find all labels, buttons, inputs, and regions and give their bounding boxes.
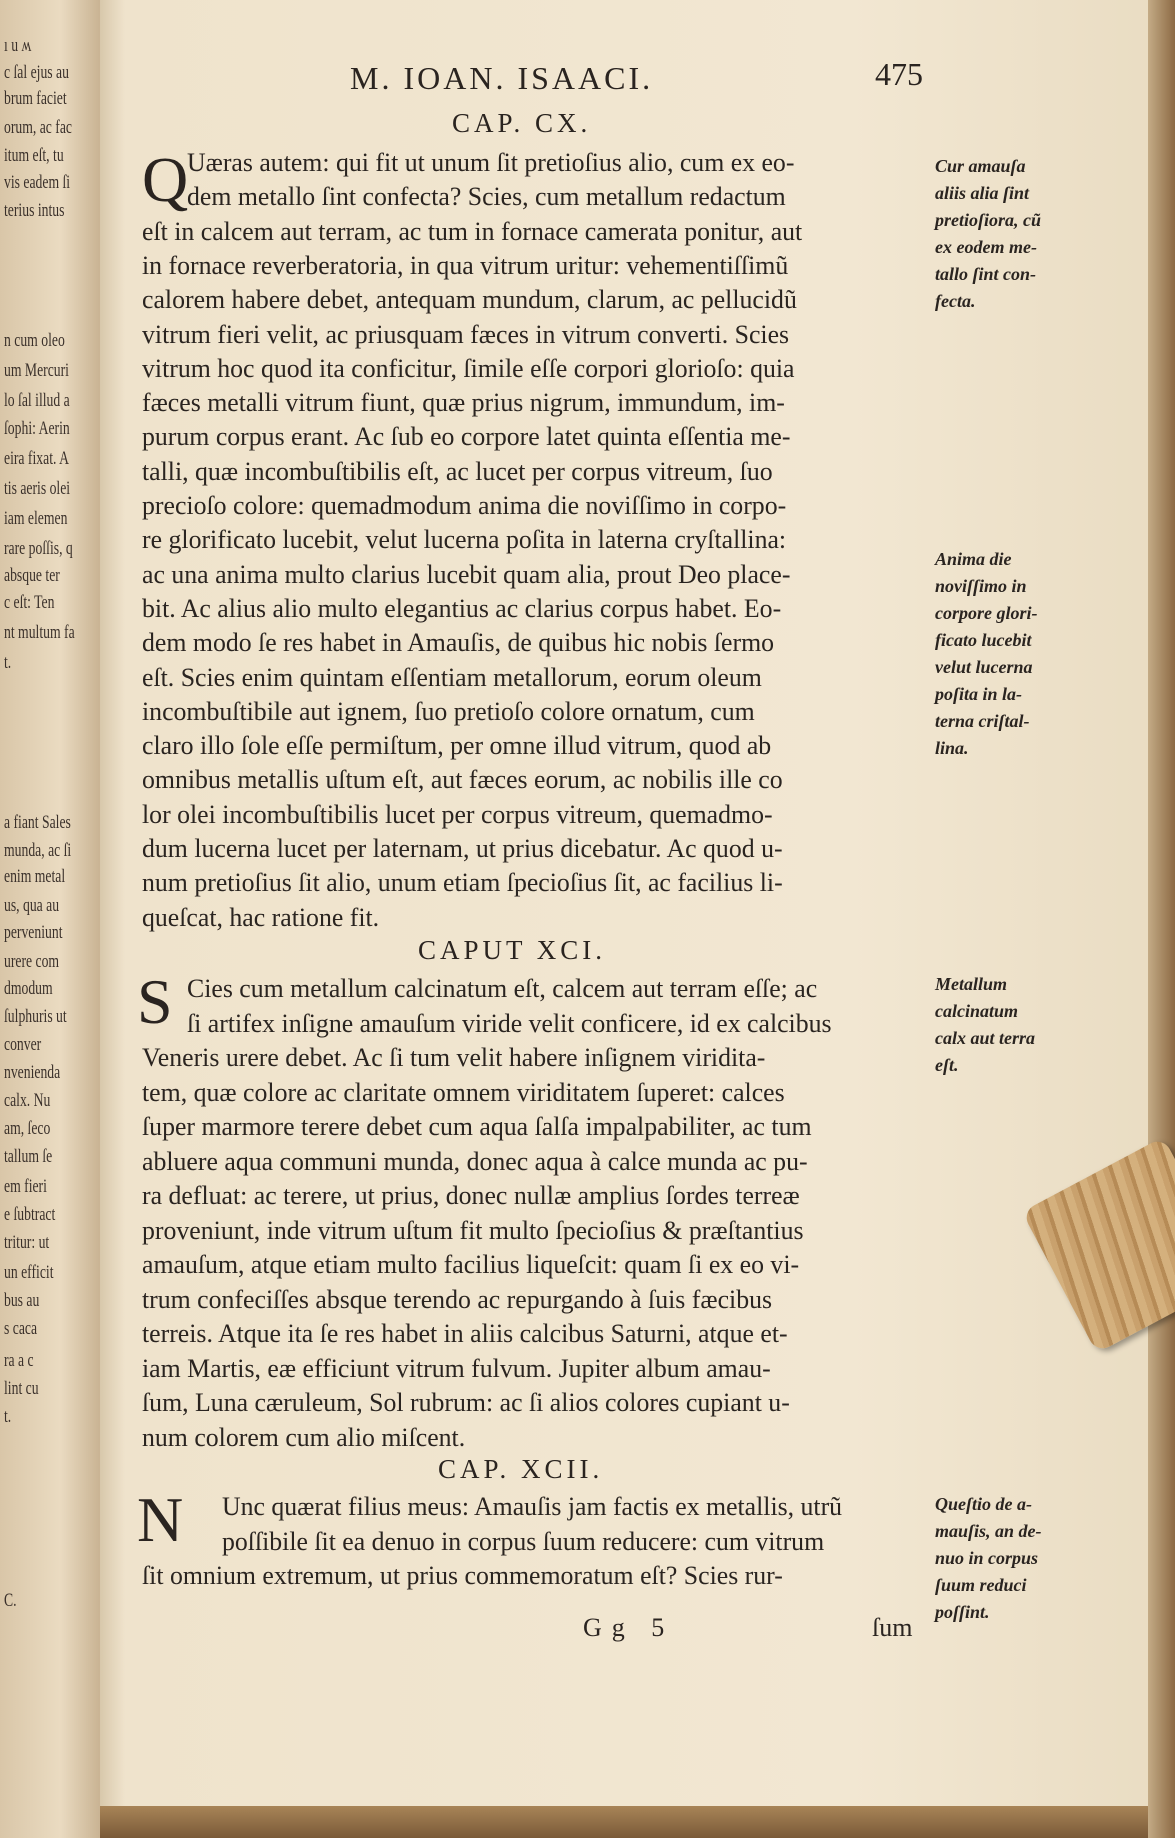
left-page-line: dmodum [4,978,53,999]
text-line: fæces metalli vitrum fiunt, quæ prius nigrum, immundum, im- [142,388,785,418]
left-page-line: perveniunt [4,922,63,943]
text-line: Uæras autem: qui fit ut unum ſit pretioſius alio, cum ex eo- [187,148,795,177]
left-page-line: vis eadem ſi [4,172,71,193]
text-line: re glorificato lucebit, velut lucerna poſita in laterna cryſtallina: [142,525,787,555]
left-page-line: e ſubtract [4,1204,56,1225]
text-line: amauſum, atque etiam multo facilius liqueſcit: quam ſi ex eo vi- [142,1250,800,1279]
marginal-note-line: poſſint. [935,1602,990,1622]
text-line: Cies cum metallum calcinatum eſt, calcem aut terram eſſe; ac [187,974,818,1003]
left-page-line: ſophi: Aerin [4,418,70,439]
text-line: calorem habere debet, antequam mundum, clarum, ac pellucidũ [142,285,797,315]
marginal-note-line: nuo in corpus [935,1548,1039,1568]
marginal-note-line: fecta. [935,291,976,311]
drop-cap: S [137,966,173,1037]
text-line: bit. Ac alius alio multo elegantius ac clarius corpus habet. Eo- [142,593,782,623]
marginal-note-line: ex eodem me- [935,237,1037,257]
left-page-line: tritur: ut [4,1232,50,1253]
text-line: vitrum fieri velit, ac priusquam fæces in vitrum converti. Scies [142,319,790,349]
marginal-note-line: eſt. [935,1055,959,1075]
right-page-edge [1148,0,1175,1838]
text-line: ſi artifex inſigne amauſum viride velit conficere, id ex calcibus [187,1008,832,1038]
text-line: num colorem cum alio miſcent. [142,1422,466,1452]
drop-cap: N [137,1484,184,1555]
left-page-line: nt multum fa [4,622,75,643]
left-page-line: am, ſeco [4,1118,51,1139]
text-line: tem, quæ colore ac claritate omnem viriditatem ſuperet: calces [142,1077,785,1107]
marginal-note-line: ſuum reduci [935,1575,1027,1595]
left-page-line: c ſal ejus au [4,62,69,83]
left-page-line: em fieri [4,1176,47,1197]
left-page-line: c eſt: Ten [4,592,55,613]
marginal-note-line: noviſſimo in [935,576,1027,596]
left-page-line: brum faciet [4,88,67,109]
left-page-line: s caca [4,1318,38,1339]
text-line: eſt. Scies enim quintam eſſentiam metallorum, eorum oleum [142,662,762,692]
text-line: ac una anima multo clarius lucebit quam alia, prout Deo place- [142,559,791,589]
text-line: in fornace reverberatoria, in qua vitrum uritur: vehementiſſimũ [142,250,789,280]
text-line: iam Martis, eæ efficiunt vitrum fulvum. Jupiter album amau- [142,1353,771,1383]
text-line: omnibus metallis uſtum eſt, aut fæces eorum, ac nobilis ille co [142,765,783,795]
left-page-line: a fiant Sales [4,812,71,833]
text-line: abluere aqua communi munda, donec aqua à calce munda ac pu- [142,1146,808,1176]
text-line: ſit omnium extremum, ut prius commemoratum eſt? Scies rur- [142,1561,783,1590]
left-page-line: us, qua au [4,895,60,916]
left-page-line: t. [4,1406,12,1427]
text-line: queſcat, hac ratione fit. [142,902,380,932]
text-line: ſum, Luna cæruleum, Sol rubrum: ac ſi alios colores cupiant u- [142,1388,790,1417]
text-line: ra defluat: ac terere, ut prius, donec nullæ amplius ſordes terreæ [142,1181,800,1210]
left-page-line: terius intus [4,200,65,221]
marginal-note-line: Metallum [935,974,1008,994]
left-page-line: lint cu [4,1378,39,1399]
marginal-note-line: poſita in la- [935,684,1023,704]
chapter-heading: CAP. XCII. [438,1454,604,1484]
left-page-line: tis aeris olei [4,478,71,499]
text-line: purum corpus erant. Ac ſub eo corpore latet quinta eſſentia me- [142,422,791,452]
text-line: terreis. Atque ita ſe res habet in aliis calcibus Saturni, atque et- [142,1319,788,1348]
marginal-note-line: corpore glori- [935,603,1038,623]
marginal-note-line: velut lucerna [935,657,1033,677]
text-line: proveniunt, inde vitrum uſtum fit multo ſpecioſius & præſtantius [142,1215,804,1245]
text-line: dem modo ſe res habet in Amauſis, de quibus hic nobis ſermo [142,628,775,658]
marginal-note-line: Cur amauſa [935,156,1026,176]
marginal-note-line: Anima die [935,549,1012,569]
left-page-line: tallum ſe [4,1146,53,1167]
left-page-line: nvenienda [4,1062,61,1083]
text-line: poſſibile ſit ea denuo in corpus ſuum reducere: cum vitrum [222,1526,825,1556]
left-page-line: urere com [4,951,60,972]
left-page-line: t. [4,652,12,673]
text-line: lor olei incombuſtibilis lucet per corpus vitreum, quemadmo- [142,799,773,829]
text-line: dum lucerna lucet per laternam, ut prius dicebatur. Ac quod u- [142,834,783,863]
left-page-line: ra a c [4,1350,34,1371]
marginal-note-line: aliis alia ſint [935,183,1030,203]
marginal-note-line: calx aut terra [935,1028,1036,1048]
marginal-note-line: mauſis, an de- [935,1521,1042,1541]
signature-mark: Gg 5 [583,1613,675,1642]
left-page-line: um Mercuri [4,360,69,381]
left-page-line: munda, ac ſi [4,840,72,861]
chapter-heading: CAP. CX. [452,108,592,138]
left-page-line: n cum oleo [4,330,65,351]
page-number: 475 [875,56,923,92]
text-line: Unc quærat filius meus: Amauſis jam factis ex metallis, utrũ [222,1492,843,1521]
left-page-line: rare poſſis, q [4,538,73,559]
page-bottom-edge [100,1806,1175,1838]
marginal-note-line: Queſtio de a- [935,1494,1032,1514]
marginal-note-line: pretioſiora, cũ [935,210,1041,230]
left-page-line: calx. Nu [4,1090,51,1111]
marginal-note-line: tallo ſint con- [935,264,1037,284]
text-line: Veneris urere debet. Ac ſi tum velit habere inſignem viridita- [142,1043,766,1072]
left-page-line: itum eſt, tu [4,145,64,166]
left-page-line: C. [4,1590,17,1611]
text-line: dem metallo ſint confecta? Scies, cum metallum redactum [187,182,786,212]
text-line: eſt in calcem aut terram, ac tum in fornace camerata ponitur, aut [142,216,803,246]
text-line: ſuper marmore terere debet cum aqua ſalſa impalpabiliter, ac tum [142,1112,812,1141]
marginal-note-line: calcinatum [935,1001,1019,1021]
left-page-line: enim metal [4,866,66,887]
drop-cap: Q [142,144,189,215]
marginal-note-line: ficato lucebit [935,630,1032,650]
catchword: ſum [872,1613,913,1642]
left-page-line: ſulphuris ut [4,1006,67,1027]
left-page-line: absque ter [4,565,60,586]
chapter-heading: CAPUT XCI. [418,935,607,965]
left-page-line: bus au [4,1290,40,1311]
text-line: num pretioſius ſit alio, unum etiam ſpecioſius ſit, ac facilius li- [142,868,783,898]
left-page-line: conver [4,1034,42,1055]
left-page-edge [0,0,102,1838]
left-page-line: orum, ac fac [4,117,72,138]
text-line: vitrum hoc quod ita conficitur, ſimile eſſe corpori glorioſo: quia [142,353,795,383]
left-page-line: lo ſal illud a [4,390,70,411]
running-head: M. IOAN. ISAACI. [350,60,654,96]
text-line: incombuſtibile aut ignem, ſuo pretioſo colore ornatum, cum [142,696,755,726]
left-page-line: un efficit [4,1262,54,1283]
text-line: trum confeciſſes absque terendo ac repurgando à ſuis fæcibus [142,1284,773,1314]
left-page-line: eira fixat. A [4,448,69,469]
text-line: precioſo colore: quemadmodum anima die noviſſimo in corpo- [142,491,787,520]
marginal-note-line: terna criſtal- [935,711,1030,731]
text-line: claro illo ſole eſſe permiſtum, per omne illud vitrum, quod ab [142,731,772,761]
left-page-line: ı u ʍ [4,35,32,56]
left-page-line: iam elemen [4,508,68,529]
marginal-note-line: lina. [935,738,969,758]
text-line: talli, quæ incombuſtibilis eſt, ac lucet per corpus vitreum, ſuo [142,456,773,486]
